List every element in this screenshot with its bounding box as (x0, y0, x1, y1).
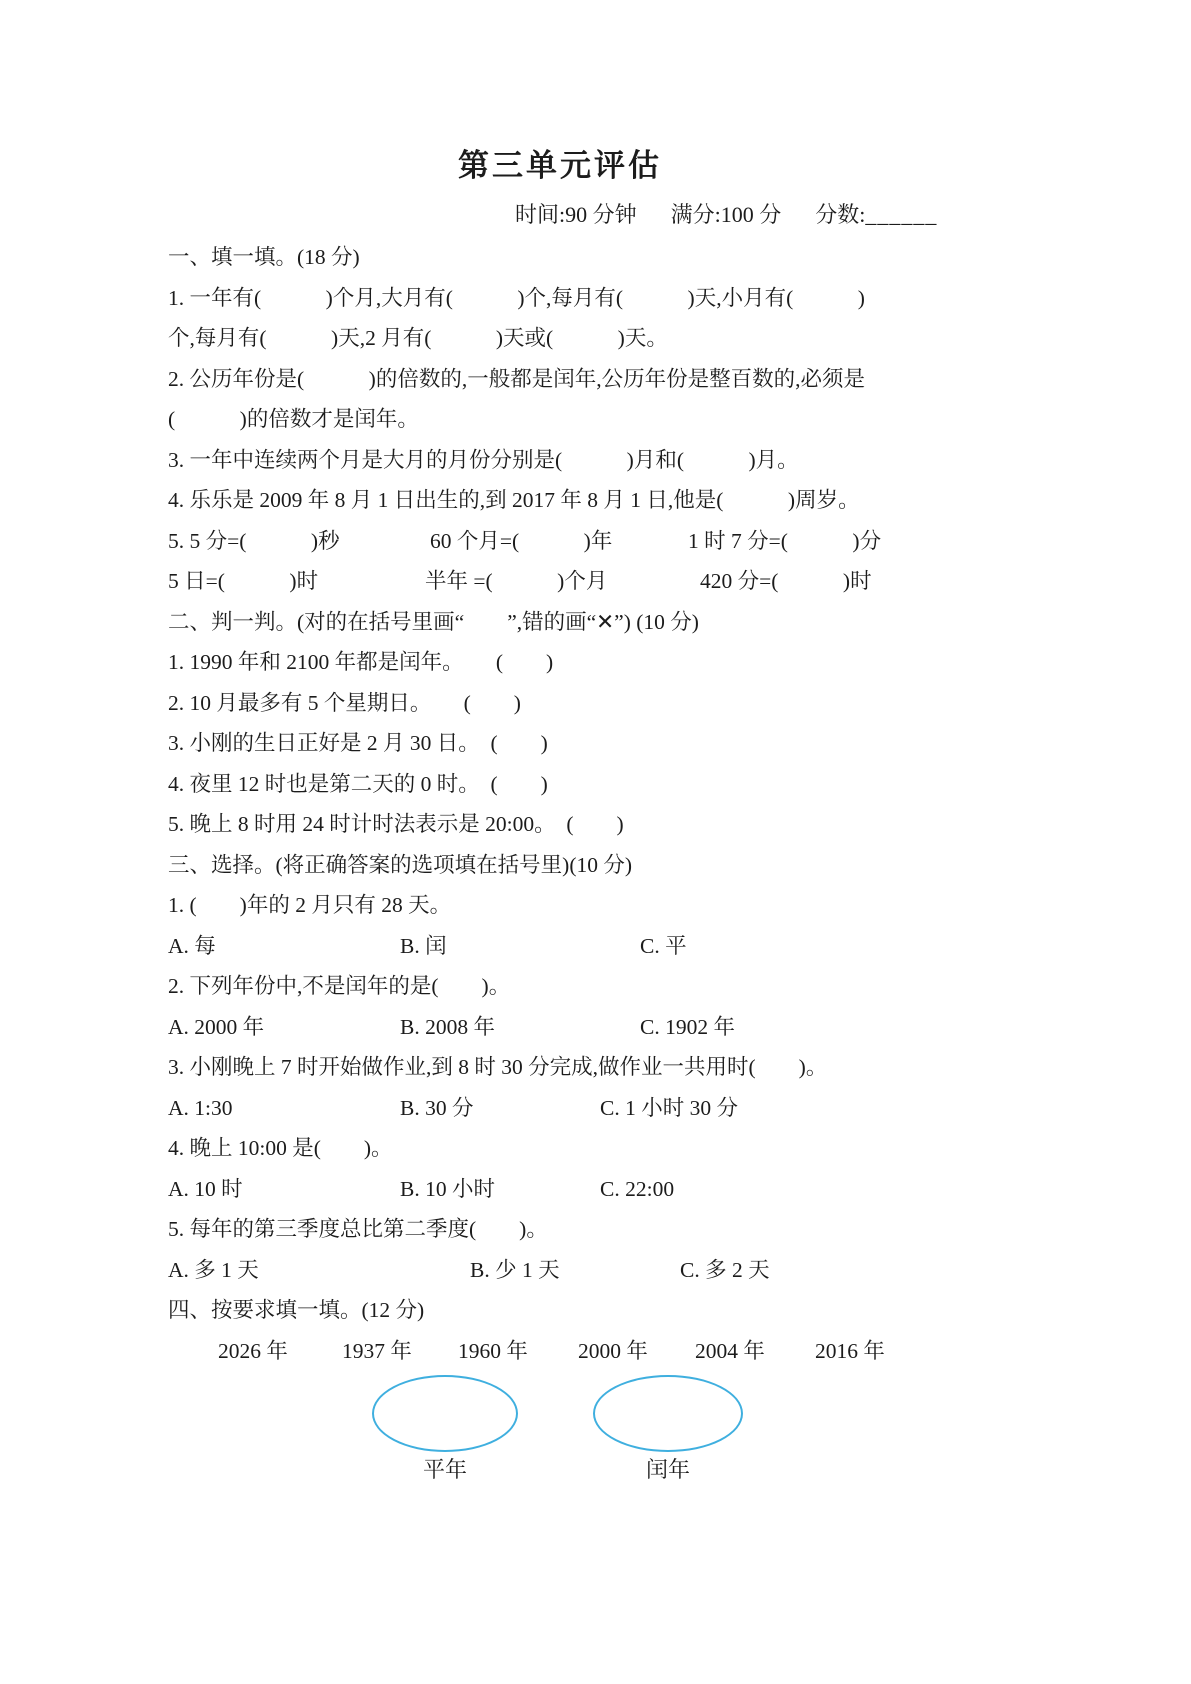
conversion-cell: 60 个月=( )年 (430, 528, 613, 553)
conversion-cell: 1 时 7 分=( )分 (688, 528, 882, 553)
options-row (168, 1169, 1068, 1210)
option-c: C. 平 (640, 933, 687, 958)
conversion-row (168, 521, 1068, 562)
leap-year-label: 闰年 (645, 1457, 690, 1482)
options-row (168, 1007, 1068, 1048)
option-c: C. 1902 年 (640, 1014, 735, 1039)
years-row (168, 1331, 1068, 1372)
question-line: 个,每月有( )天,2 月有( )天或( )天。 (168, 326, 668, 350)
option-b: B. 10 小时 (400, 1176, 495, 1201)
option-b: B. 2008 年 (400, 1014, 495, 1039)
question-line: 2. 10 月最多有 5 个星期日。 ( ) (168, 690, 521, 715)
option-a: A. 多 1 天 (168, 1257, 259, 1282)
year-sorting-area (168, 1373, 1068, 1493)
section-2-heading: 二、判一判。(对的在括号里画“ ”,错的画“✕”) (10 分) (168, 609, 699, 634)
option-b: B. 少 1 天 (470, 1257, 560, 1282)
question-line: 3. 小刚的生日正好是 2 月 30 日。 ( ) (168, 731, 548, 755)
score-field (815, 198, 937, 229)
option-b: B. 30 分 (400, 1095, 474, 1120)
full-score: 满分:100 分 (670, 202, 782, 227)
section-1-heading: 一、填一填。(18 分) (168, 245, 360, 269)
option-a: A. 10 时 (168, 1176, 243, 1201)
option-b: B. 闰 (400, 933, 447, 958)
conversion-cell: 5. 5 分=( )秒 (168, 528, 340, 553)
paper-meta (515, 198, 937, 229)
conversion-cell: 半年 =( )个月 (425, 569, 608, 593)
leap-year-ellipse (593, 1375, 743, 1452)
question-line: 4. 夜里 12 时也是第二天的 0 时。 ( ) (168, 771, 548, 796)
question-line: 2. 公历年份是( )的倍数的,一般都是闰年,公历年份是整百数的,必须是 (168, 366, 865, 391)
common-year-ellipse (372, 1375, 518, 1452)
section-4-heading: 四、按要求填一填。(12 分) (168, 1298, 425, 1322)
conversion-row (168, 561, 1068, 602)
year-item: 2016 年 (815, 1338, 885, 1363)
options-row (168, 926, 1068, 967)
question-line: 1. 一年有( )个月,大月有( )个,每月有( )天,小月有( ) (168, 285, 865, 310)
question-line: 2. 下列年份中,不是闰年的是( )。 (168, 974, 511, 998)
question-line: 4. 乐乐是 2009 年 8 月 1 日出生的,到 2017 年 8 月 1 日,他是( )周岁。 (168, 488, 860, 512)
option-a: A. 2000 年 (168, 1014, 265, 1039)
year-item: 1960 年 (458, 1338, 528, 1363)
question-line: 5. 晚上 8 时用 24 时计时法表示是 20:00。 ( ) (168, 812, 624, 836)
section-3-heading: 三、选择。(将正确答案的选项填在括号里)(10 分) (168, 852, 633, 877)
conversion-cell: 5 日=( )时 (168, 569, 319, 593)
page-title: 第三单元评估 (458, 148, 662, 183)
score-label: 分数: (815, 202, 866, 227)
paper-body (168, 237, 1068, 1493)
score-blank-line: ______ (865, 202, 938, 227)
year-item: 2004 年 (695, 1338, 765, 1363)
conversion-cell: 420 分=( )时 (700, 569, 872, 593)
year-item: 2026 年 (218, 1338, 288, 1363)
option-a: A. 1:30 (168, 1095, 233, 1120)
option-a: A. 每 (168, 933, 216, 958)
question-line: 3. 一年中连续两个月是大月的月份分别是( )月和( )月。 (168, 447, 799, 472)
question-line: 4. 晚上 10:00 是( )。 (168, 1136, 393, 1160)
option-c: C. 22:00 (600, 1176, 675, 1201)
option-c: C. 多 2 天 (680, 1257, 770, 1282)
question-line: 5. 每年的第三季度总比第二季度( )。 (168, 1217, 548, 1241)
options-row (168, 1250, 1068, 1291)
question-line: ( )的倍数才是闰年。 (168, 407, 419, 431)
year-item: 1937 年 (342, 1338, 412, 1363)
options-row (168, 1088, 1068, 1129)
year-item: 2000 年 (578, 1338, 648, 1363)
option-c: C. 1 小时 30 分 (600, 1095, 738, 1120)
question-line: 1. 1990 年和 2100 年都是闰年。 ( ) (168, 650, 554, 674)
question-line: 3. 小刚晚上 7 时开始做作业,到 8 时 30 分完成,做作业一共用时( )。 (168, 1055, 828, 1079)
common-year-label: 平年 (422, 1457, 467, 1482)
question-line: 1. ( )年的 2 月只有 28 天。 (168, 893, 452, 917)
time-limit: 时间:90 分钟 (515, 202, 637, 227)
